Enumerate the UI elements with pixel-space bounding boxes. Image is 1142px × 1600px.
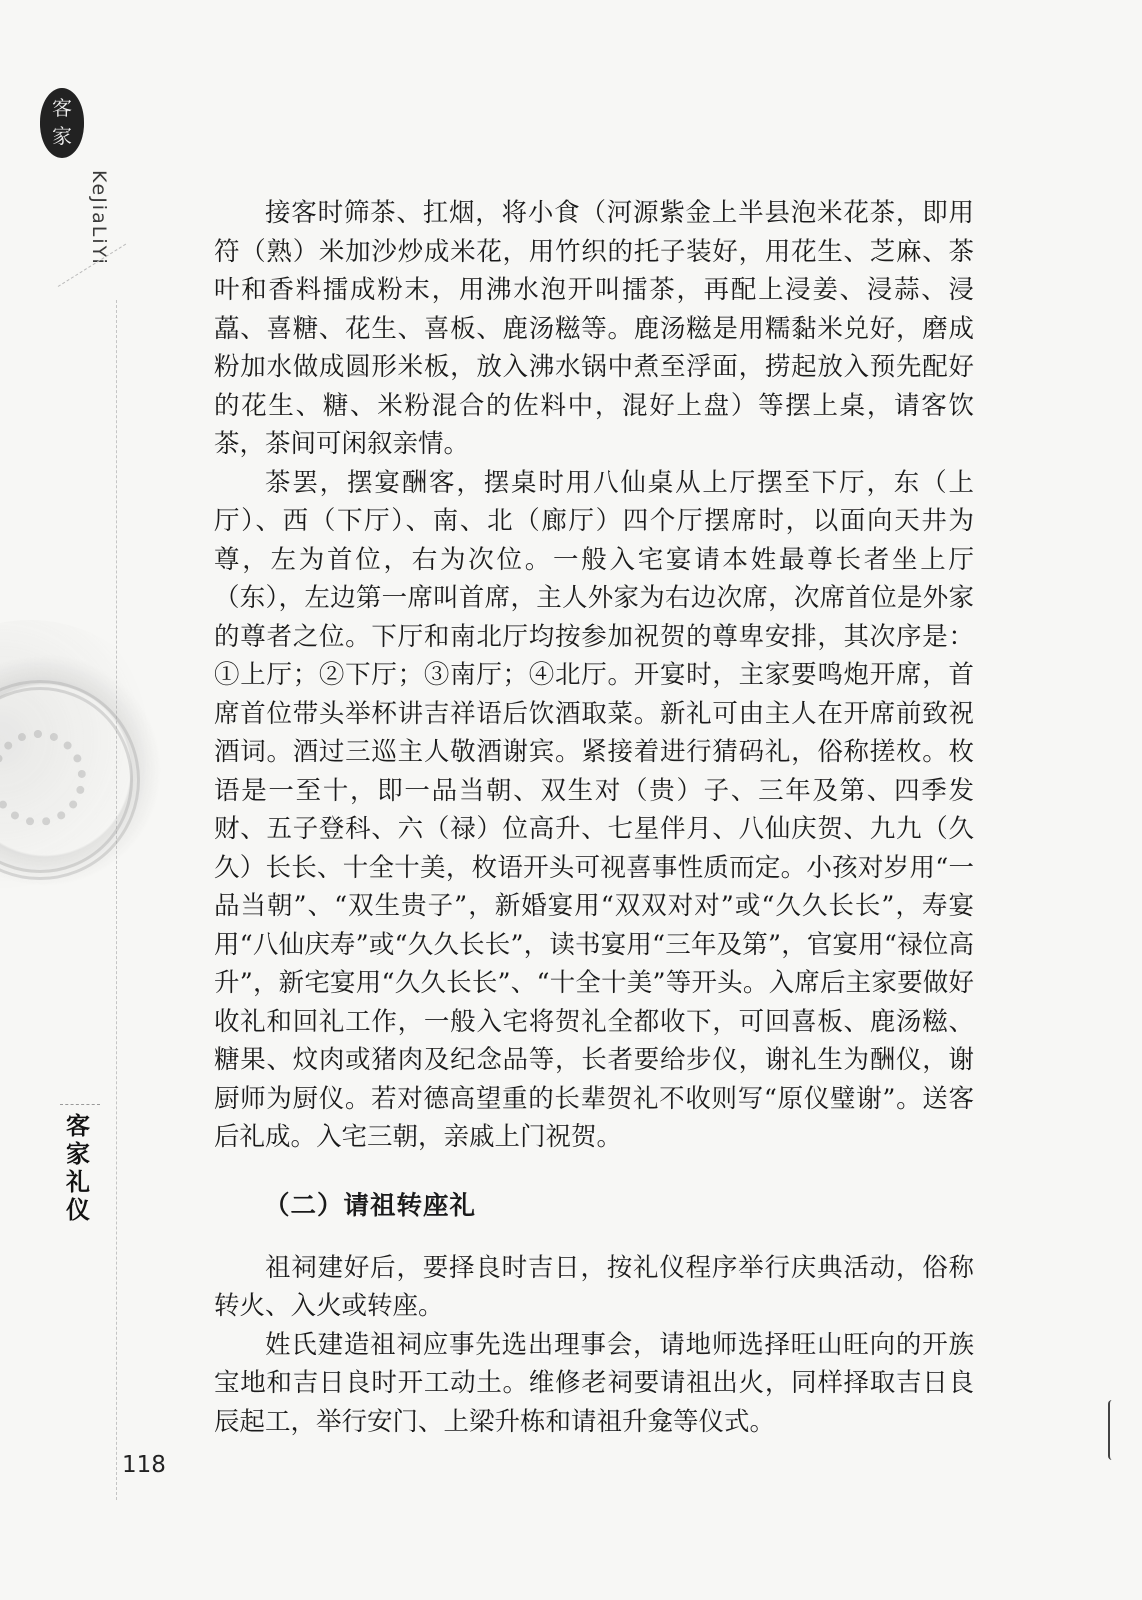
section-label-char: 礼 [66, 1167, 90, 1196]
paragraph: 接客时筛茶、扛烟，将小食（河源紫金上半县泡米花茶，即用符（熟）米加沙炒成米花，用竹织的托子装好，用花生、芝麻、茶叶和香料擂成粉末，用沸水泡开叫擂茶，再配上浸姜、浸蒜、浸藠、喜糖、花生、喜板、鹿汤糍等。鹿汤糍是用糯黏米兑好，磨成粉加水做成圆形米板，放入沸水锅中煮至浮面，捞起放入预先配好的花生、糖、米粉混合的佐料中，混好上盘）等摆上桌，请客饮茶，茶间可闲叙亲情。 [214, 198, 974, 459]
page-number: 118 [122, 1452, 166, 1478]
seal-logo [40, 88, 84, 158]
paragraph: 祖祠建好后，要择良时吉日，按礼仪程序举行庆典活动，俗称转火、入火或转座。 [214, 1252, 974, 1321]
main-text [214, 194, 974, 1441]
section-label-char: 仪 [66, 1195, 90, 1224]
seal-glyph-1: 客 [52, 96, 72, 120]
subheading: （二）请祖转座礼 [264, 1190, 477, 1221]
romanized-header: KeJiaLiYi [88, 170, 110, 266]
decorative-ornament [0, 620, 180, 920]
section-label [62, 1112, 94, 1224]
seal-glyph-2: 家 [52, 124, 72, 148]
paragraph: 姓氏建造祖祠应事先选出理事会，请地师选择旺山旺向的开族宝地和吉日良时开工动土。维修老祠要请祖出火，同样择取吉日良辰起工，举行安门、上梁升栋和请祖升龛等仪式。 [214, 1329, 974, 1437]
binding-mark [1108, 1400, 1118, 1460]
section-label-divider [60, 1104, 100, 1105]
section-label-char: 家 [66, 1139, 90, 1168]
margin-rule [116, 300, 117, 1500]
section-label-char: 客 [66, 1111, 90, 1140]
paragraph: 茶罢，摆宴酬客，摆桌时用八仙桌从上厅摆至下厅，东（上厅）、西（下厅）、南、北（廊厅）四个厅摆席时，以面向天井为尊，左为首位，右为次位。一般入宅宴请本姓最尊长者坐上厅（东），左边第一席叫首席，主人外家为右边次席，次席首位是外家的尊者之位。下厅和南北厅均按参加祝贺的尊卑安排，其次序是：①上厅；②下厅；③南厅；④北厅。开宴时，主家要鸣炮开席，首席首位带头举杯讲吉祥语后饮酒取菜。新礼可由主人在开席前致祝酒词。酒过三巡主人敬酒谢宾。紧接着进行猜码礼，俗称搓枚。枚语是一至十，即一品当朝、双生对（贵）子、三年及第、四季发财、五子登科、六（禄）位高升、七星伴月、八仙庆贺、九九（久久）长长、十全十美，枚语开头可视喜事性质而定。小孩对岁用“一品当朝”、“双生贵子”，新婚宴用“双双对对”或“久久长长”，寿宴用“八仙庆寿”或“久久长长”，读书宴用“三年及第”，官宴用“禄位高升”，新宅宴用“久久长长”、“十全十美”等开头。入席后主家要做好收礼和回礼工作，一般入宅将贺礼全都收下，可回喜板、鹿汤糍、糖果、炆肉或猪肉及纪念品等，长者要给步仪，谢礼生为酬仪，谢厨师为厨仪。若对德高望重的长辈贺礼不收则写“原仪璧谢”。送客后礼成。入宅三朝，亲戚上门祝贺。 [214, 467, 974, 1152]
